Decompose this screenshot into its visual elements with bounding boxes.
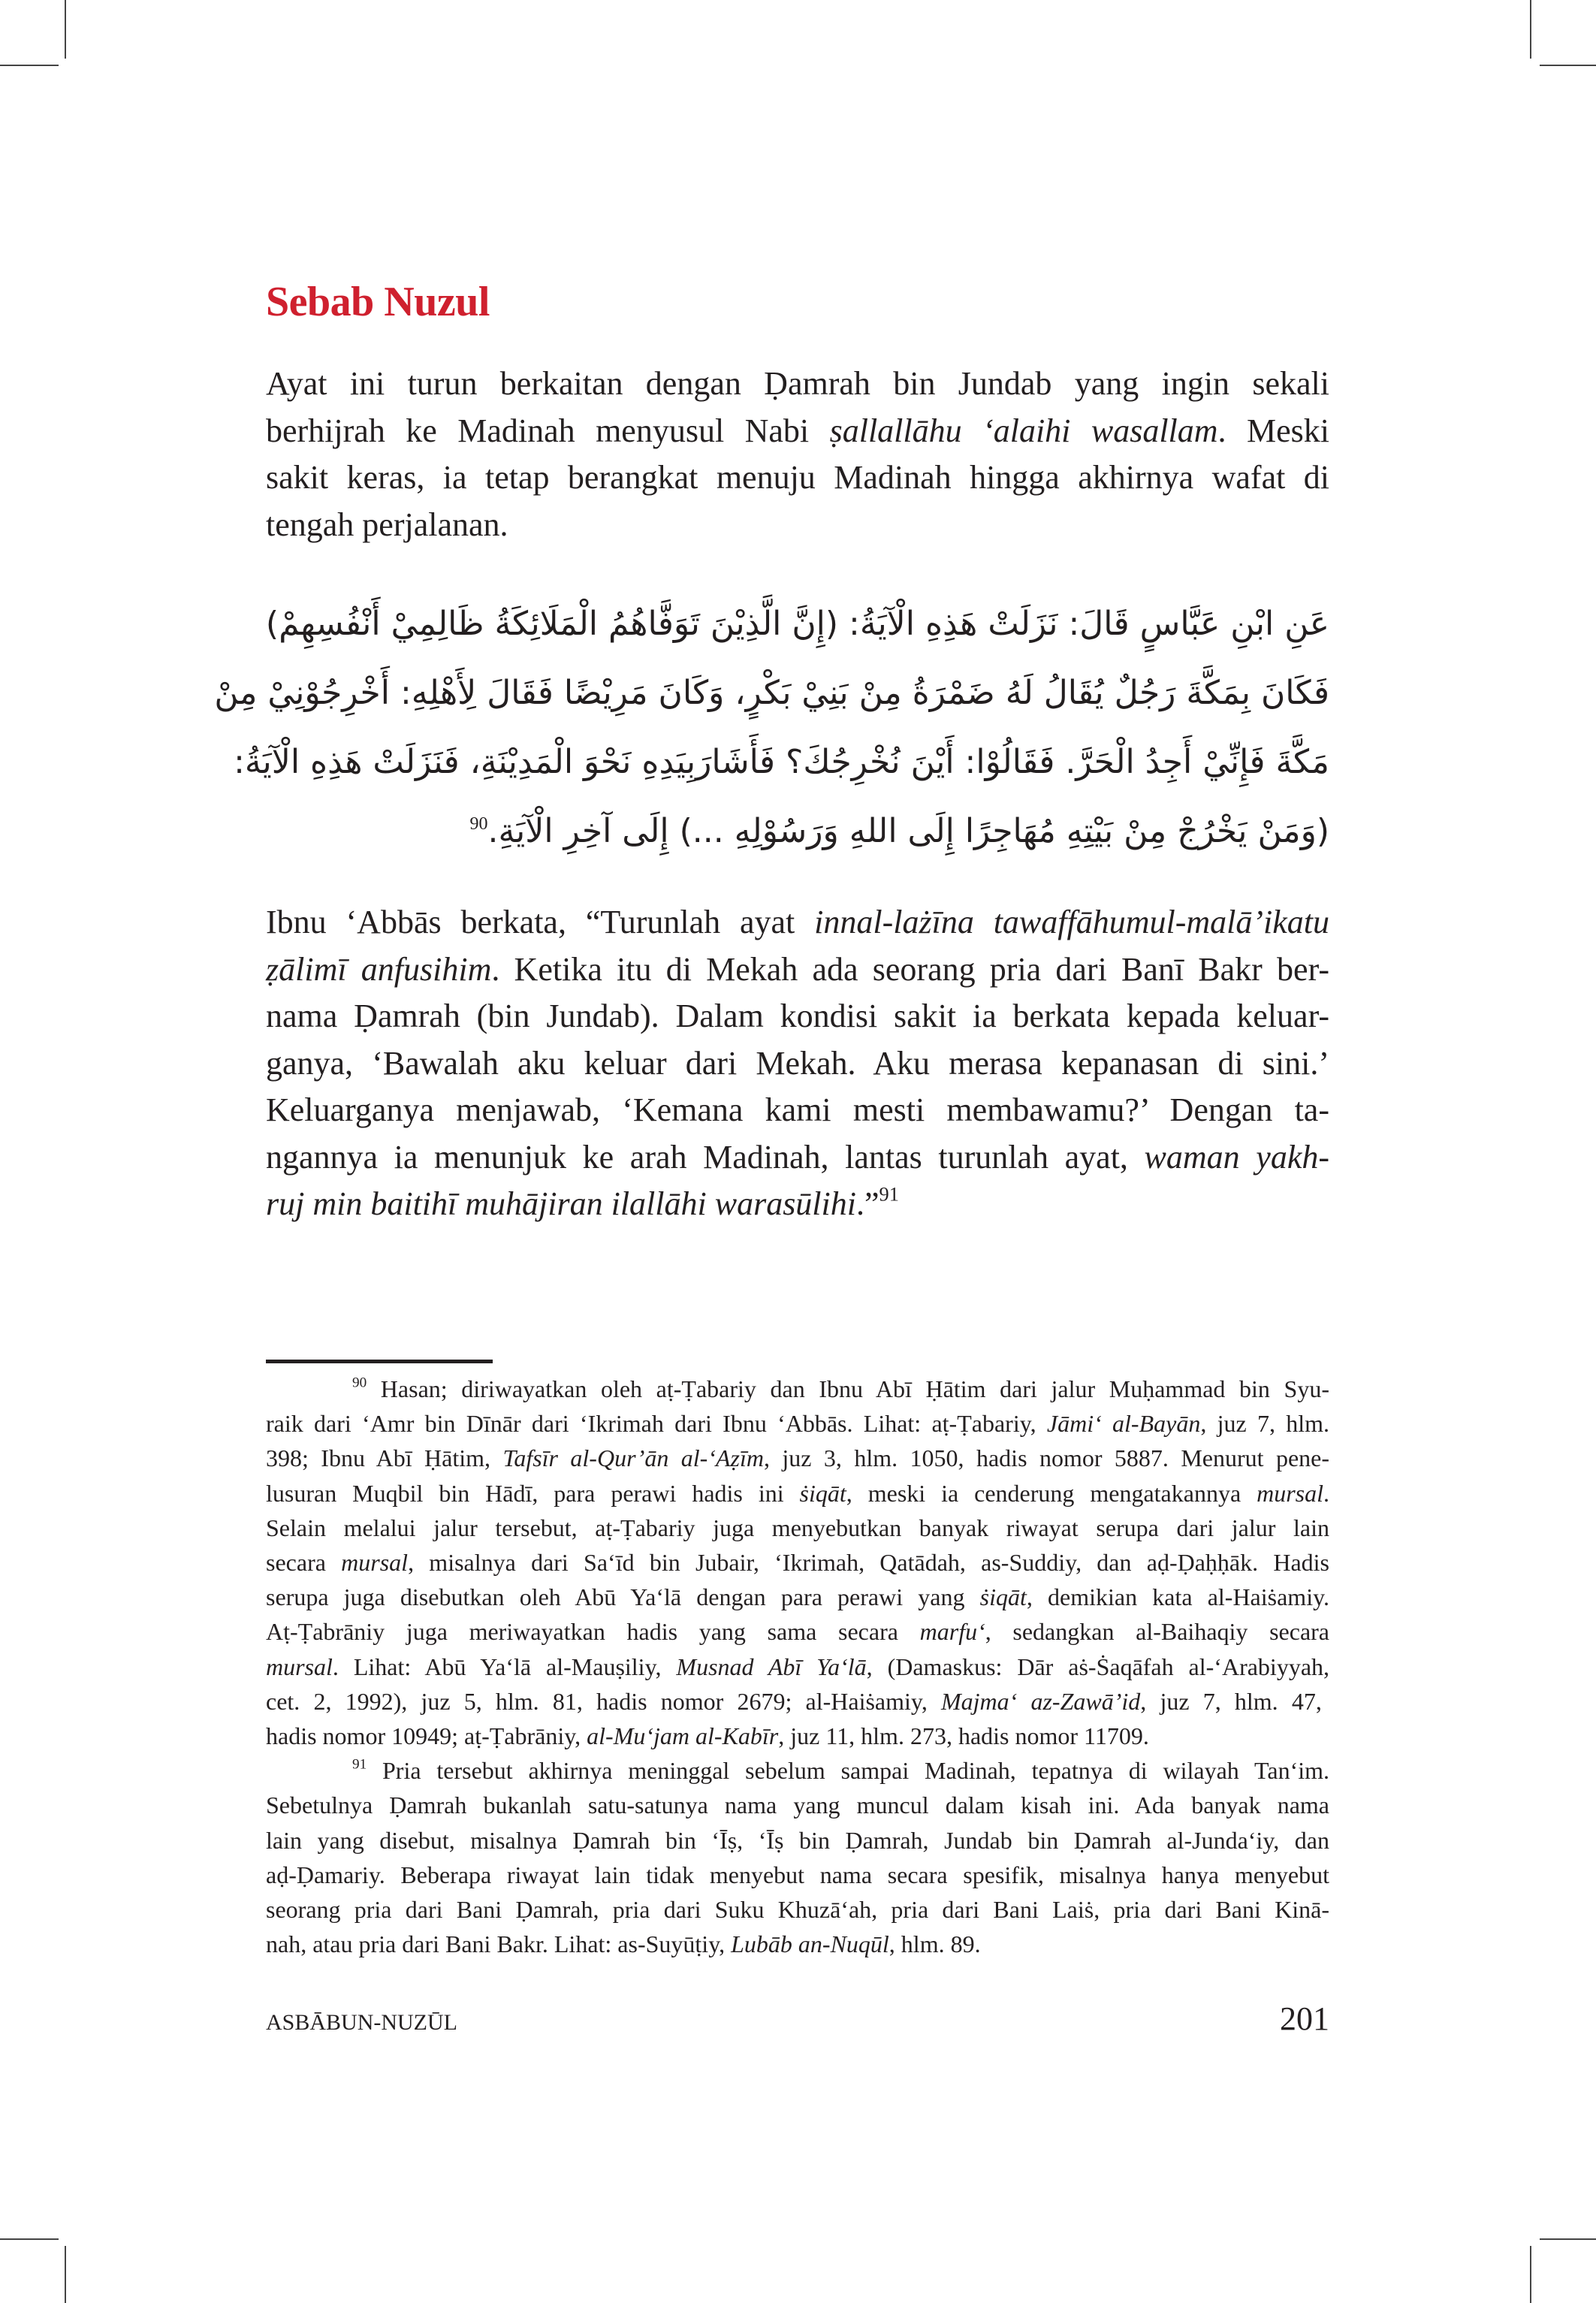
text-line [266,1372,1329,1406]
text-segment: , demikian kata al-Haiṡamiy. [1026,1583,1330,1611]
arabic-text: فَكَانَ بِمَكَّةَ رَجُلٌ يُقَالُ لَهُ ضَمْرَةُ مِنْ بَنِيْ بَكْرٍ، وَكَانَ مَرِيْضًا فَقَالَ لِأَهْلِهِ: أَخْرِجُوْنِيْ مِنْ [214,674,1329,712]
paragraph-intro [266,361,1329,548]
italic-term: ṡiqāt [799,1479,846,1507]
text-segment: cet. 2, 1992), juz 5, hlm. 81, hadis nomor 2679; al-Haiṡamiy, [266,1687,941,1715]
text-segment: . Ketika itu di Mekah ada seorang pria dari Banī Bakr ber- [491,950,1329,988]
text-segment: Ayat ini turun berkaitan dengan Ḍamrah bin Jundab yang ingin sekali [266,365,1329,402]
footnote-reference: 91 [352,1756,367,1773]
text-line [266,1650,1329,1684]
footnotes [266,1372,1329,1961]
text-line [266,1753,1329,1788]
text-line [266,946,1329,994]
footnote-91 [266,1753,1329,1961]
text-segment: Aṭ-Ṭabrāniy juga meriwayatkan hadis yang sama secara [266,1618,920,1646]
text-segment: , juz 11, hlm. 273, hadis nomor 11709. [778,1722,1149,1750]
text-segment: lain yang disebut, misalnya Ḍamrah bin ‘Īṣ, ‘Īṣ bin Ḍamrah, Jundab bin Ḍamrah al-Junda‘iy, dan [266,1826,1329,1854]
text-segment: Pria tersebut akhirnya meninggal sebelum sampai Madinah, tepatnya di wilayah Tan‘im. [367,1757,1329,1785]
footnote-reference: 90 [352,1375,367,1391]
arabic-text: عَنِ ابْنِ عَبَّاسٍ قَالَ: نَزَلَتْ هَذِهِ الْآيَةُ: (إِنَّ الَّذِيْنَ تَوَفَّاهُمُ الْمَلَائِكَةُ ظَالِمِيْ أَنْفُسِهِمْ) [265,605,1329,643]
text-segment: , juz 7, hlm. [1200,1410,1330,1438]
text-line [266,1580,1329,1614]
text-line [266,408,1329,455]
text-line [266,1614,1329,1649]
text-segment: seorang pria dari Bani Ḍamrah, pria dari Suku Khuzā‘ah, pria dari Bani Laiṡ, pria dari Bani Kinā- [266,1896,1329,1924]
italic-term: ṣallallāhu ‘alaihi wasallam [829,412,1218,449]
text-line [266,1476,1329,1511]
italic-term: Jāmi‘ al-Bayān [1046,1410,1201,1438]
text-line [266,899,1329,946]
italic-term: Tafsīr al-Qur’ān al-‘Aẓīm [502,1444,764,1472]
crop-mark-bottom-left-v [65,2246,66,2303]
text-line [266,993,1329,1040]
text-segment: berhijrah ke Madinah menyusul Nabi [266,412,830,449]
italic-term: mursal [1257,1479,1324,1507]
arabic-line [266,590,1329,659]
text-segment: , misalnya dari Sa‘īd bin Jubair, ‘Ikrimah, Qatādah, as-Suddiy, dan aḍ-Ḍaḥḥāk. Hadis [408,1549,1329,1577]
text-segment: ganya, ‘Bawalah aku keluar dari Mekah. Aku merasa kepanasan di sini.’ [266,1044,1329,1082]
crop-mark-bottom-right-v [1530,2246,1531,2303]
text-segment: secara [266,1549,342,1577]
text-line [266,454,1329,502]
text-line [266,361,1329,408]
text-segment: 398; Ibnu Abī Ḥātim, [266,1444,503,1472]
italic-term: Majma‘ az-Zawā’id [941,1687,1141,1715]
text-segment: serupa juga disebutkan oleh Abū Ya‘lā dengan para perawi yang [266,1583,980,1611]
italic-term: marfu‘ [919,1618,985,1646]
text-segment: Keluarganya menjawab, ‘Kemana kami mesti membawamu?’ Dengan ta- [266,1091,1329,1128]
italic-term: mursal [341,1549,409,1577]
footnote-reference: 91 [879,1182,899,1206]
text-line [266,1684,1322,1719]
text-segment: ngannya ia menunjuk ke arah Madinah, lantas turunlah ayat, [266,1138,1145,1176]
text-segment: nah, atau pria dari Bani Bakr. Lihat: as-Suyūṭiy, [266,1930,732,1958]
text-segment: Sebetulnya Ḍamrah bukanlah satu-satunya nama yang muncul dalam kisah ini. Ada banyak nama [266,1791,1329,1819]
running-title: ASBĀBUN-NUZŪL [266,2010,457,2035]
text-line [266,1134,1329,1182]
crop-mark-top-right-h [1540,65,1596,66]
text-segment: . [1323,1479,1330,1507]
text-line [266,1719,1149,1753]
italic-term: ṡiqāt [979,1583,1027,1611]
text-segment: Selain melalui jalur tersebut, aṭ-Ṭabariy juga menyebutkan banyak riwayat serupa dari jalur lain [266,1514,1329,1541]
text-line [266,1788,1329,1822]
text-segment: tengah perjalanan. [266,506,508,543]
text-segment: hadis nomor 10949; aṭ-Ṭabrāniy, [266,1722,587,1750]
italic-term: al-Mu‘jam al-Kabīr [587,1722,779,1750]
text-line [266,1441,1329,1475]
text-segment: sakit keras, ia tetap berangkat menuju Madinah hingga akhirnya wafat di [266,459,1329,496]
text-segment: , (Damaskus: Dār aṡ-Ṡaqāfah al-‘Arabiyyah, [866,1653,1330,1680]
italic-term: mursal [266,1653,333,1680]
section-heading: Sebab Nuzul [266,279,490,325]
arabic-text: مَكَّةَ فَإِنِّيْ أَجِدُ الْحَرَّ. فَقَالُوْا: أَيْنَ نُخْرِجُكَ؟ فَأَشَارَبِيَدِهِ نَحْوَ الْمَدِيْنَةِ، فَنَزَلَتْ هَذِهِ الْآيَةُ: [234,743,1329,781]
text-segment: , hlm. 89. [889,1930,981,1958]
text-segment: , juz 3, hlm. 1050, hadis nomor 5887. Menurut pene- [764,1444,1330,1472]
text-line [266,502,508,549]
italic-term: Musnad Abī Ya‘lā [676,1653,867,1680]
italic-term: ruj min baitihī muhājiran ilallāhi warasūlihi [266,1185,856,1222]
text-segment: aḍ-Ḍamariy. Beberapa riwayat lain tidak menyebut nama secara spesifik, misalnya hanya menyebut [266,1861,1329,1888]
text-segment: , meski ia cenderung mengatakannya [846,1479,1257,1507]
page-number: 201 [1280,2000,1329,2037]
arabic-hadith-text [214,590,1329,866]
crop-mark-bottom-left-h [0,2238,59,2240]
text-line [266,1040,1329,1088]
text-segment: , sedangkan al-Baihaqiy secara [985,1618,1330,1646]
italic-term: Lubāb an-Nuqūl [731,1930,889,1958]
text-line [266,1823,1329,1858]
crop-mark-top-left-v [65,0,66,59]
crop-mark-bottom-right-h [1540,2238,1596,2240]
text-segment: . Lihat: Abū Ya‘lā al-Mauṣiliy, [332,1653,677,1680]
text-segment: lusuran Muqbil bin Hādī, para perawi hadis ini [266,1479,800,1507]
text-segment: , juz 7, hlm. 47, [1140,1687,1322,1715]
text-segment: nama Ḍamrah (bin Jundab). Dalam kondisi sakit ia berkata kepada keluar- [266,998,1329,1034]
arabic-text: (وَمَنْ يَخْرُجْ مِنْ بَيْتِهِ مُهَاجِرًا إِلَى اللهِ وَرَسُوْلِهِ ...) إِلَى آخِرِ الْآيَةِ. [487,812,1329,850]
crop-mark-top-right-v [1530,0,1531,59]
footnote-reference: 90 [469,814,488,835]
italic-term: waman yakh- [1144,1138,1329,1176]
text-segment: .” [855,1185,879,1222]
footnote-90 [266,1372,1329,1753]
footnote-divider [266,1360,493,1363]
arabic-line [214,659,1329,728]
text-segment: Ibnu ‘Abbās berkata, “Turunlah ayat [266,904,815,940]
text-line [266,1181,899,1228]
italic-term: innal-lażīna tawaffāhumul-malā’ikatu [814,904,1329,940]
italic-term: ẓālimī anfusihim [266,950,492,988]
text-segment: raik dari ‘Amr bin Dīnār dari ‘Ikrimah dari Ibnu ‘Abbās. Lihat: aṭ-Ṭabariy, [266,1410,1047,1438]
text-segment: . Meski [1217,412,1329,449]
text-line [266,1927,981,1961]
text-line [266,1406,1329,1441]
paragraph-translation [266,899,1329,1228]
text-segment: Hasan; diriwayatkan oleh aṭ-Ṭabariy dan Ibnu Abī Ḥātim dari jalur Muḥammad bin Syu- [367,1375,1329,1402]
crop-mark-top-left-h [0,65,59,66]
text-line [266,1892,1329,1927]
text-line [266,1511,1329,1545]
text-line [266,1087,1329,1134]
arabic-line [266,797,1329,866]
arabic-line [234,728,1329,797]
text-line [266,1858,1329,1892]
text-line [266,1545,1329,1580]
